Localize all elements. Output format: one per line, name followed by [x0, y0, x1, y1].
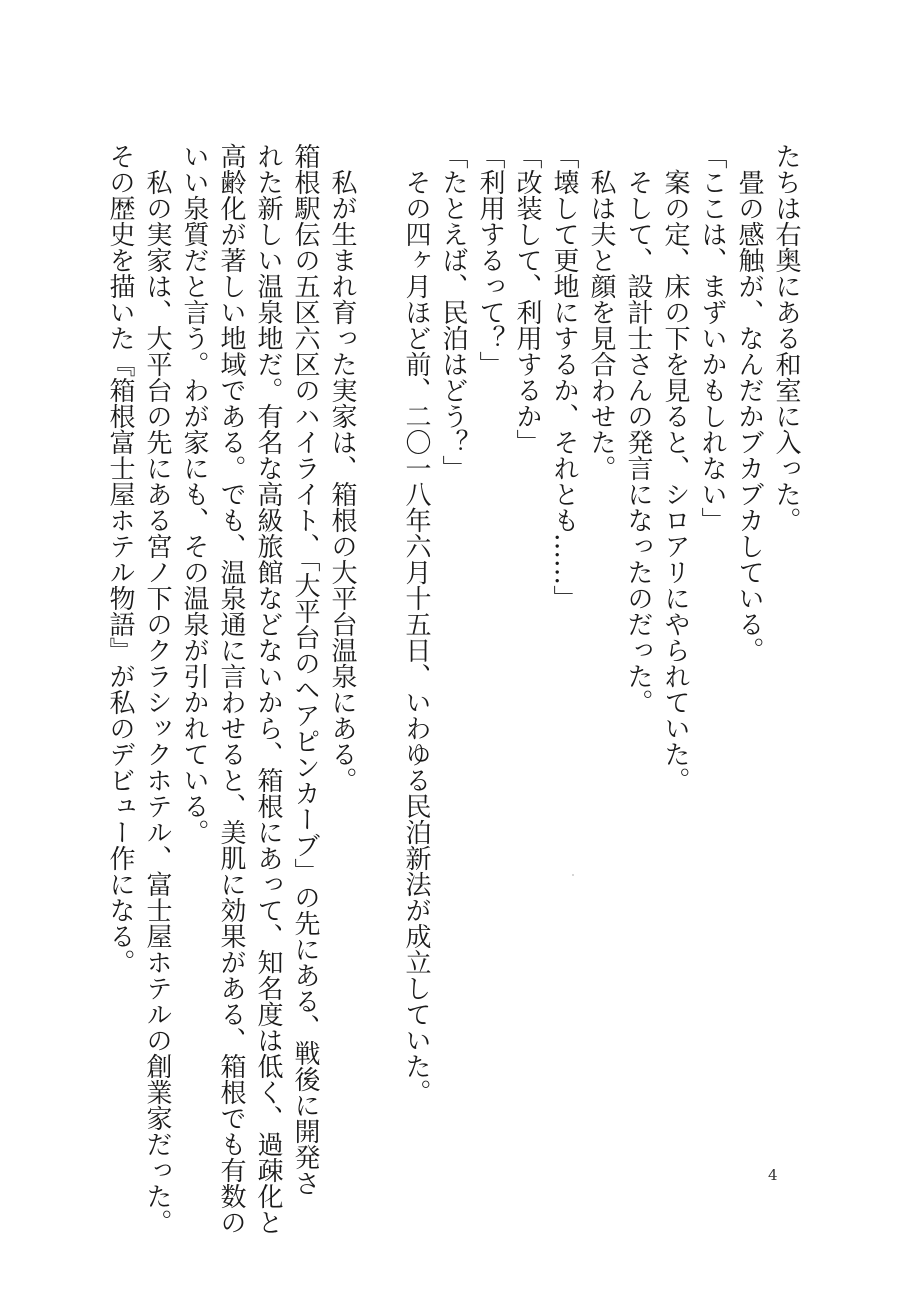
- text-line: いい泉質だと言う。わが家にも、その温泉が引かれている。: [179, 143, 209, 845]
- dialogue-line: 「ここは、まずいかもしれない」: [697, 143, 727, 533]
- dialogue-line: 「壊して更地にするか、それとも……」: [549, 143, 579, 611]
- page-number: 4: [768, 1166, 778, 1184]
- dialogue-line: 「改装して、利用するか」: [512, 143, 542, 455]
- text-line: 私は夫と顔を見合わせた。: [586, 169, 616, 481]
- dialogue-line: 「たとえば、民泊はどう？」: [438, 143, 468, 481]
- dialogue-line: 「利用するって？」: [475, 143, 505, 377]
- text-line: 箱根駅伝の五区六区のハイライト、「大平台のヘアピンカーブ」の先にある、戦後に開発さ: [290, 143, 320, 1196]
- text-line: 案の定、床の下を見ると、シロアリにやられていた。: [660, 169, 690, 793]
- text-line: 私の実家は、大平台の先にある宮ノ下のクラシックホテル、富士屋ホテルの創業家だった。: [142, 169, 172, 1235]
- text-line: そして、設計士さんの発言になったのだった。: [623, 169, 653, 715]
- vertical-text-body: [84, 143, 804, 1235]
- text-line: その四ヶ月ほど前、二〇一八年六月十五日、いわゆる民泊新法が成立していた。: [401, 169, 431, 1105]
- text-line: その歴史を描いた『箱根富士屋ホテル物語』が私のデビュー作になる。: [105, 143, 135, 975]
- text-line: 畳の感触が、なんだかブカブカしている。: [734, 169, 764, 663]
- text-line: 私が生まれ育った実家は、箱根の大平台温泉にある。: [327, 169, 357, 793]
- text-line: たちは右奥にある和室に入った。: [771, 143, 801, 533]
- text-line: れた新しい温泉地だ。有名な高級旅館などないから、箱根にあって、知名度は低く、過疎化と: [253, 143, 283, 1235]
- paper-speck: [572, 874, 574, 876]
- text-line: 高齢化が著しい地域である。でも、温泉通に言わせると、美肌に効果がある、箱根でも有数の: [216, 143, 246, 1235]
- section-break: [360, 143, 397, 1143]
